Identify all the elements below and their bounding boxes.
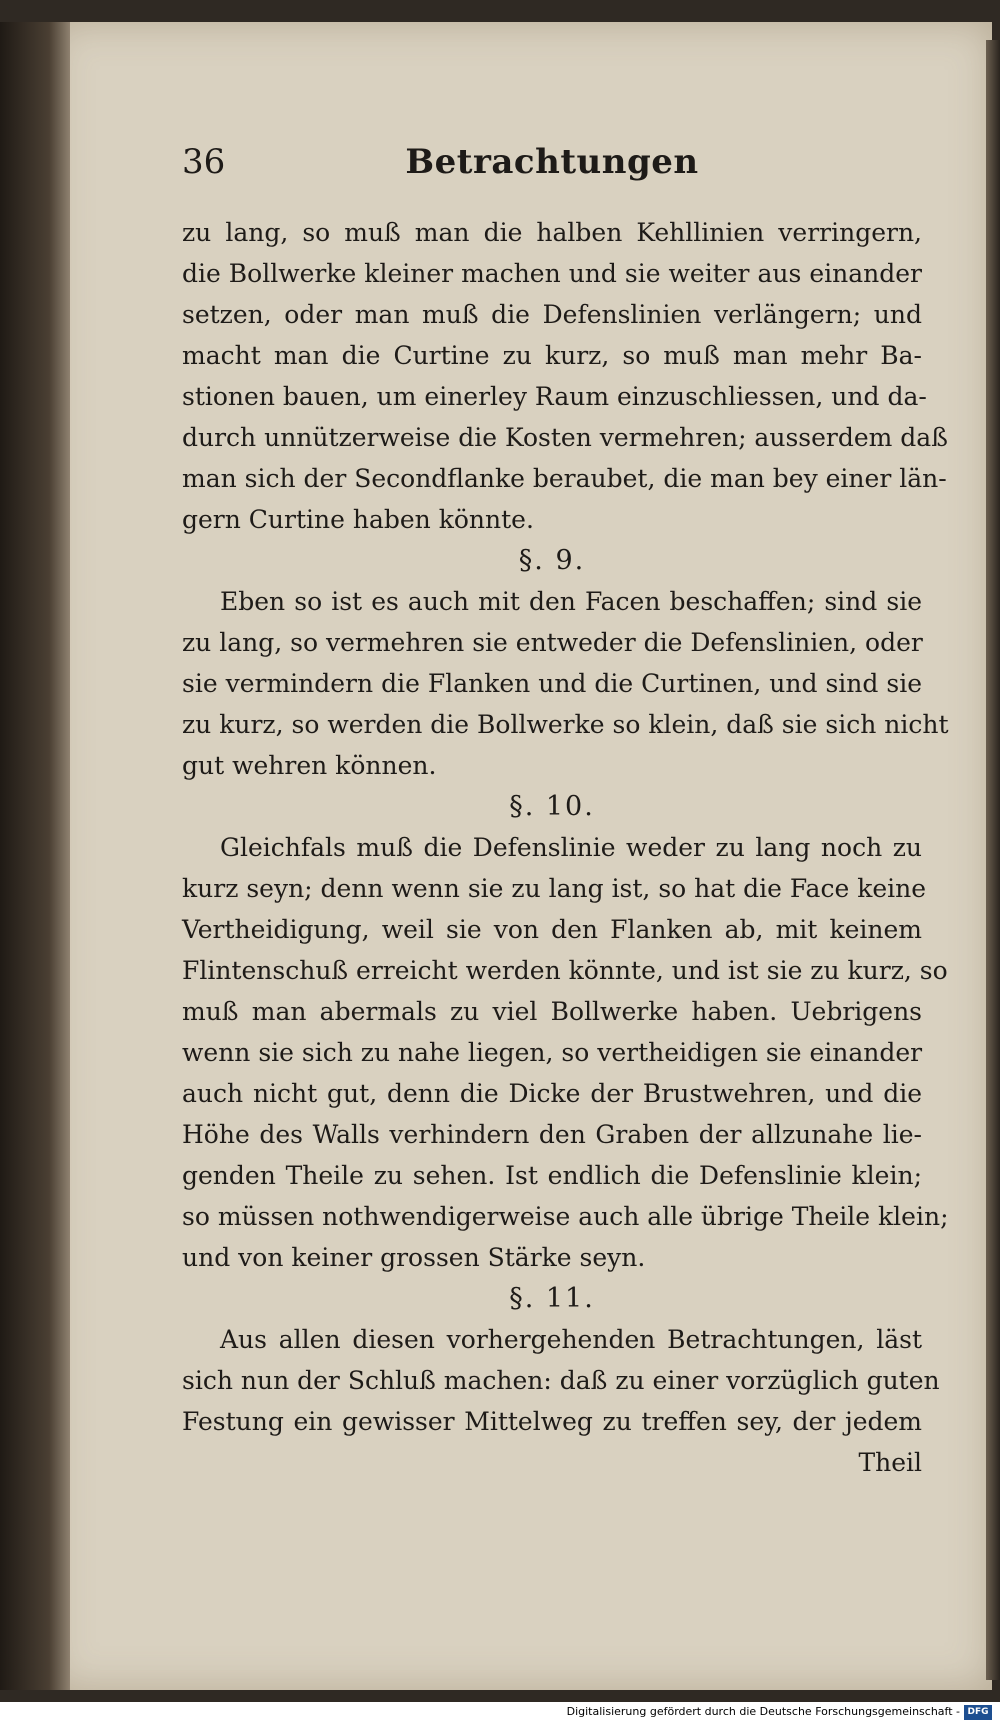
- text-line: Flintenschuß erreicht werden könnte, und ist sie zu kurz, so: [182, 956, 948, 985]
- text-line: gern Curtine haben könnte.: [182, 505, 534, 534]
- page-header: [182, 142, 922, 192]
- text-line: so müssen nothwendigerweise auch alle übrige Theile klein;: [182, 1202, 949, 1231]
- running-title: Betrachtungen: [405, 142, 699, 182]
- text-line: kurz seyn; denn wenn sie zu lang ist, so hat die Face keine: [182, 874, 927, 903]
- text-line: man sich der Secondflanke beraubet, die man bey einer län-: [182, 464, 947, 493]
- text-line: sich nun der Schluß machen: daß zu einer vorzüglich guten: [182, 1366, 940, 1395]
- dfg-logo: DFG: [964, 1705, 992, 1720]
- text-line: genden Theile zu sehen. Ist endlich die Defenslinie klein;: [182, 1161, 922, 1190]
- text-line: Gleichfals muß die Defenslinie weder zu lang noch zu: [220, 833, 922, 862]
- body-text: [182, 212, 949, 1483]
- text-line: macht man die Curtine zu kurz, so muß man mehr Ba-: [182, 341, 922, 370]
- text-line: und von keiner grossen Stärke seyn.: [182, 1243, 646, 1272]
- page-edge: [986, 40, 1000, 1680]
- text-line: Eben so ist es auch mit den Facen beschaffen; sind sie: [220, 587, 922, 616]
- page-number: 36: [182, 142, 226, 182]
- footer-credit: Digitalisierung gefördert durch die Deutsche Forschungsgemeinschaft -: [566, 1705, 960, 1718]
- text-line: die Bollwerke kleiner machen und sie weiter aus einander: [182, 259, 922, 288]
- text-line: zu kurz, so werden die Bollwerke so klein, daß sie sich nicht: [182, 710, 949, 739]
- section-heading: §. 10.: [509, 791, 595, 822]
- text-line: stionen bauen, um einerley Raum einzuschliessen, und da-: [182, 382, 927, 411]
- text-line: durch unnützerweise die Kosten vermehren; ausserdem daß: [182, 423, 948, 452]
- section-heading: §. 11.: [509, 1283, 595, 1314]
- text-line: zu lang, so vermehren sie entweder die Defenslinien, oder: [182, 628, 923, 657]
- text-line: setzen, oder man muß die Defenslinien verlängern; und: [182, 300, 922, 329]
- text-line: auch nicht gut, denn die Dicke der Brustwehren, und die: [182, 1079, 922, 1108]
- text-line: Festung ein gewisser Mittelweg zu treffen sey, der jedem: [182, 1407, 922, 1436]
- text-line: Höhe des Walls verhindern den Graben der allzunahe lie-: [182, 1120, 922, 1149]
- text-line: zu lang, so muß man die halben Kehllinien verringern,: [182, 218, 922, 247]
- section-heading: §. 9.: [518, 545, 586, 576]
- book-spine: [0, 22, 70, 1690]
- text-line: muß man abermals zu viel Bollwerke haben. Uebrigens: [182, 997, 922, 1026]
- catchword: Theil: [858, 1448, 922, 1477]
- text-line: Aus allen diesen vorhergehenden Betrachtungen, läst: [220, 1325, 922, 1354]
- footer-bar: [0, 1702, 1000, 1724]
- text-line: Vertheidigung, weil sie von den Flanken ab, mit keinem: [182, 915, 922, 944]
- text-line: gut wehren können.: [182, 751, 437, 780]
- text-line: wenn sie sich zu nahe liegen, so vertheidigen sie einander: [182, 1038, 923, 1067]
- text-line: sie vermindern die Flanken und die Curtinen, und sind sie: [182, 669, 922, 698]
